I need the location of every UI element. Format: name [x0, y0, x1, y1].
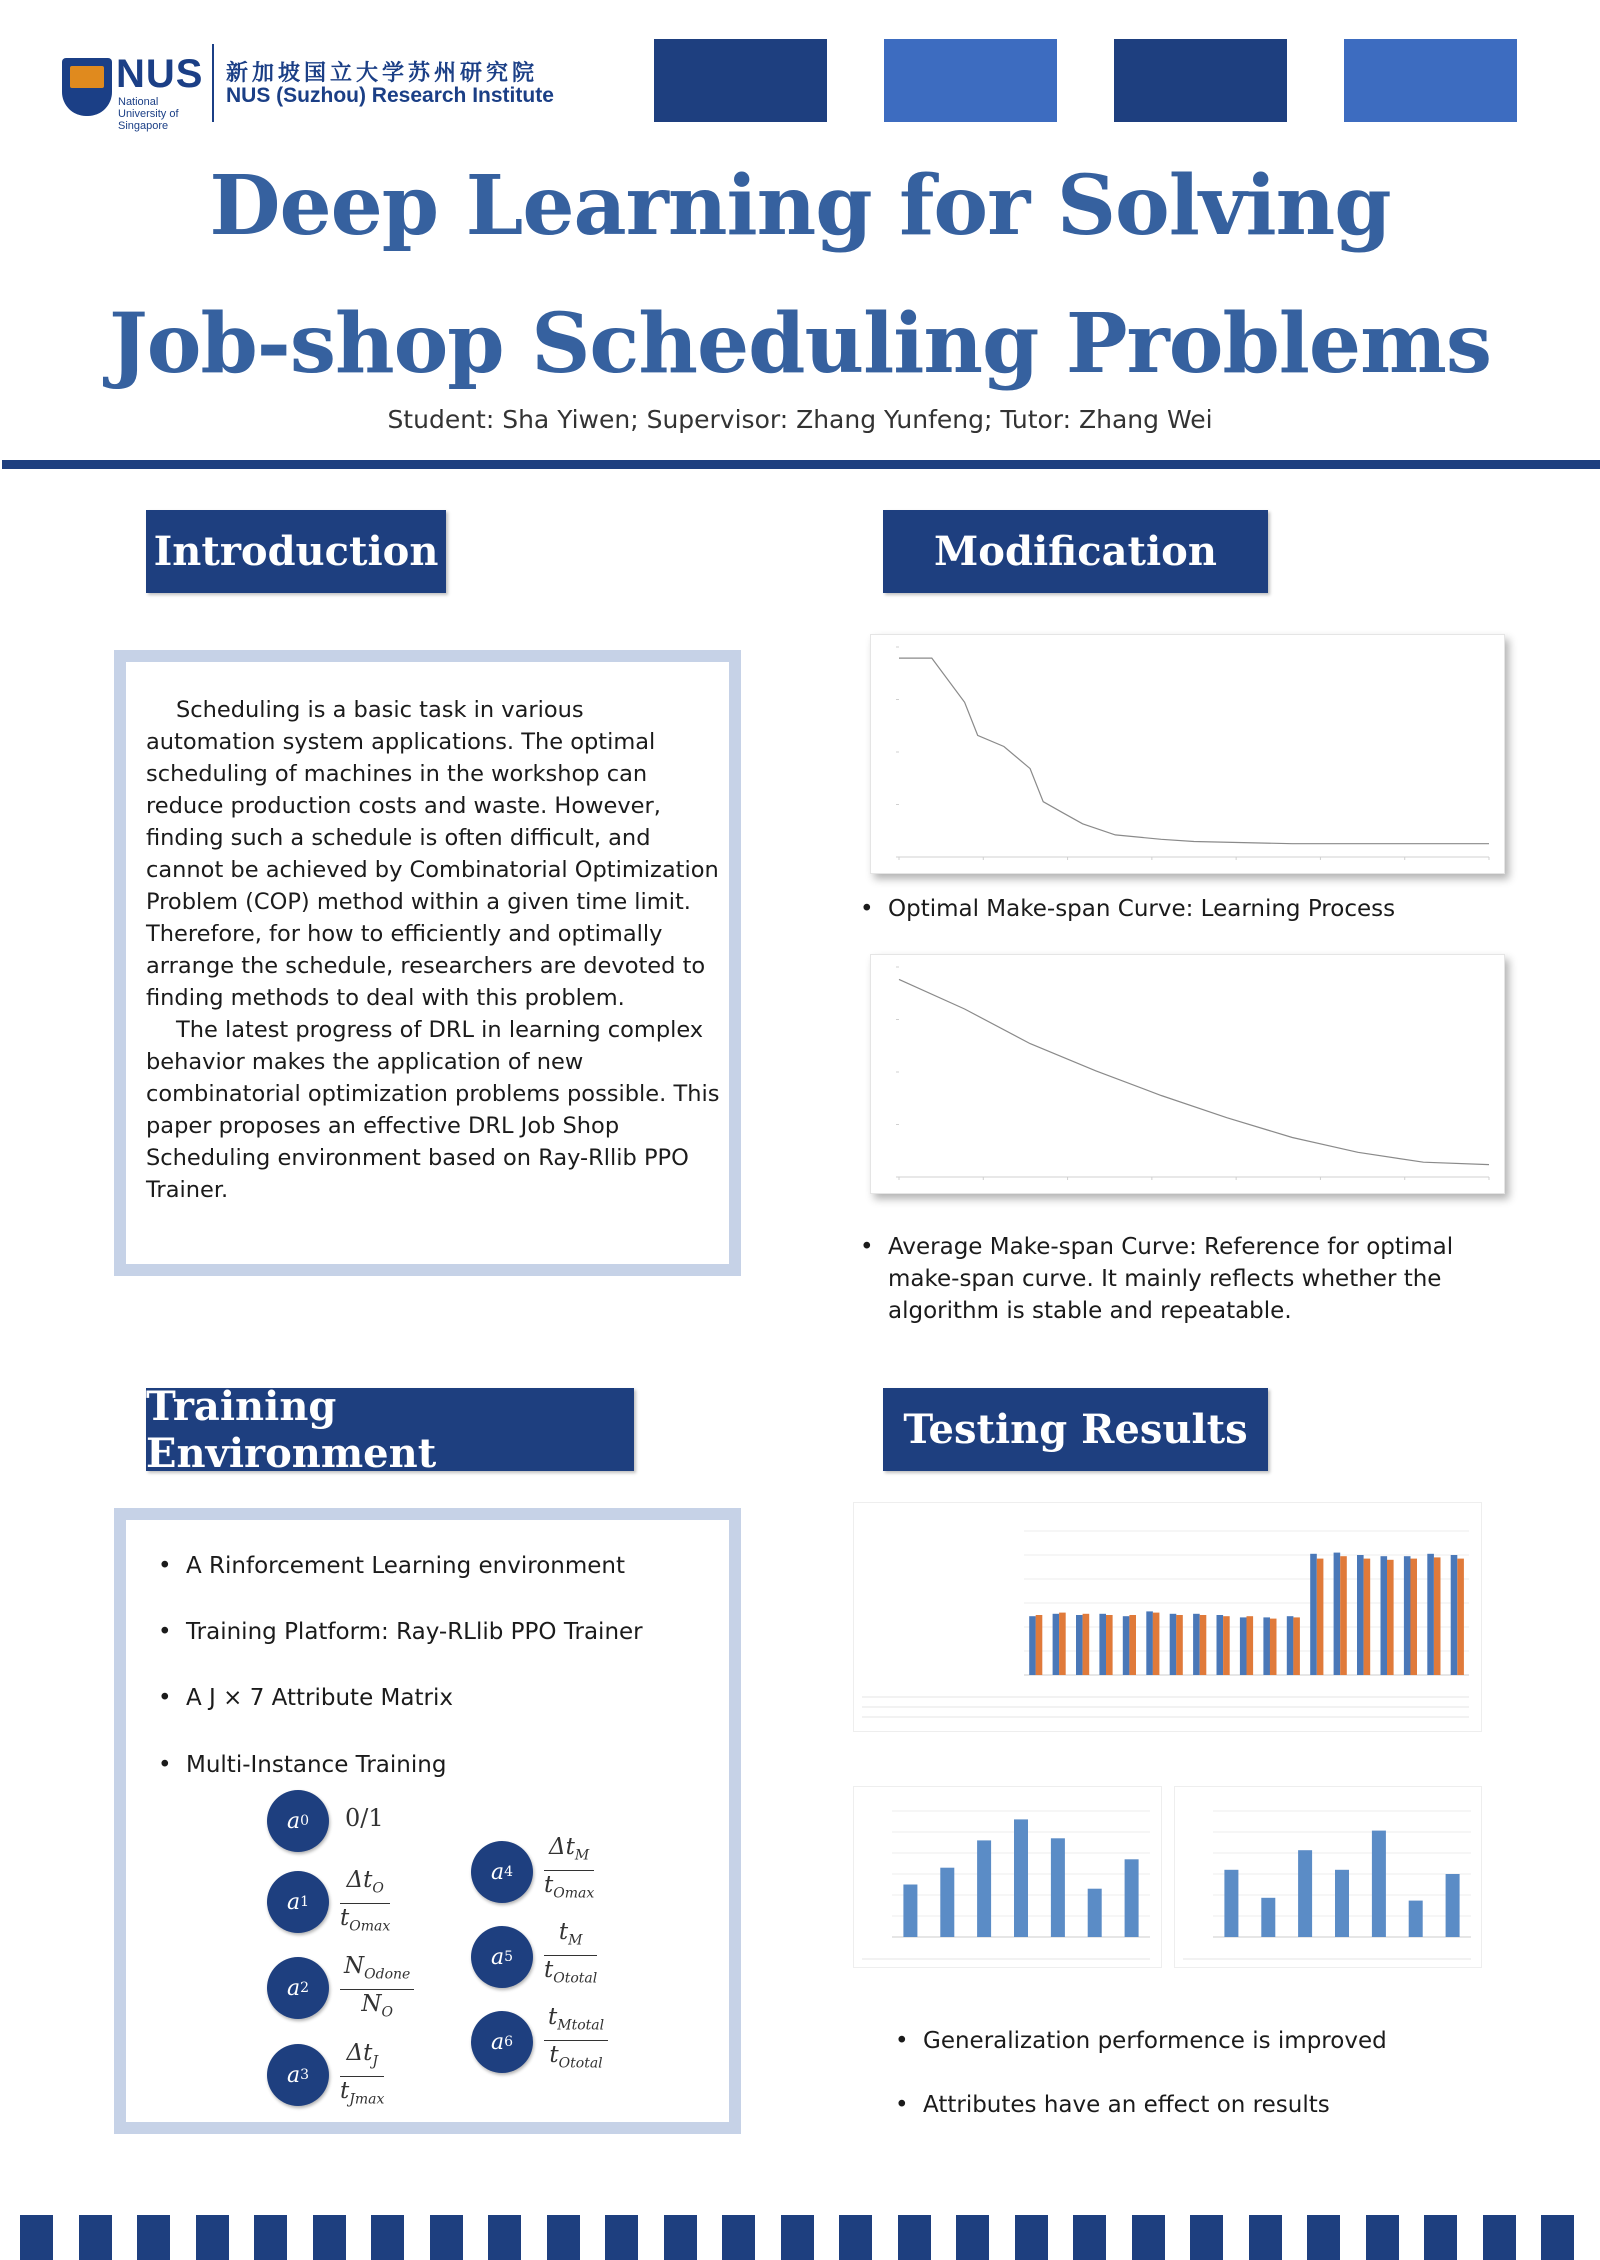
intro-paragraph-1: Scheduling is a basic task in various automation system applications. The optimal scheduling of machines in the workshop can reduce production costs and waste. However, finding such a schedule is often difficult, and cannot be achieved by Combinatorial Optimization Problem (COP) method within a given time limit. Therefore, for how to efficiently and optimally arrange the schedule, researchers are devoted to finding methods to deal with this problem. [146, 697, 719, 1011]
chart-bar [1409, 1901, 1423, 1937]
nus-logo [62, 52, 204, 132]
chart-bar [1106, 1615, 1113, 1675]
caption-average-curve: • Average Make-span Curve: Reference for optimal make-span curve. It mainly reflects whether the algorithm is stable and repeatable. [858, 1231, 1498, 1327]
header-block-1 [654, 39, 827, 122]
chart-bar [1372, 1831, 1386, 1937]
chart-bar [1261, 1898, 1275, 1937]
chart-bar [1029, 1616, 1036, 1675]
training-heading: Training Environment [146, 1388, 634, 1471]
chart-bar [1334, 1553, 1341, 1675]
footer-stripe [254, 2215, 287, 2260]
footer-stripe [488, 2215, 521, 2260]
chart-bar [1446, 1874, 1460, 1937]
testing-bullet-2: • Attributes have an effect on results [893, 2089, 1513, 2121]
nus-crest-icon [62, 58, 112, 116]
optimal-makespan-line [899, 658, 1489, 844]
chart-bar [1263, 1617, 1270, 1675]
chart-bar [1088, 1889, 1102, 1937]
chart-bar [1340, 1556, 1347, 1675]
footer-stripe [547, 2215, 580, 2260]
footer-stripe [79, 2215, 112, 2260]
footer-stripe [1132, 2215, 1165, 2260]
chart-bar [940, 1868, 954, 1937]
footer-stripe [371, 2215, 404, 2260]
poster-credits: Student: Sha Yiwen; Supervisor: Zhang Yunfeng; Tutor: Zhang Wei [387, 405, 1213, 434]
chart-bar [1381, 1556, 1388, 1675]
chart-bar [1357, 1555, 1364, 1675]
footer-stripe [839, 2215, 872, 2260]
chart-bar [1335, 1870, 1349, 1937]
chart-bar [1410, 1559, 1417, 1675]
testing-bullets [893, 2025, 1513, 2121]
footer-stripe [1424, 2215, 1457, 2260]
chart-bar [1364, 1559, 1371, 1675]
average-makespan-chart [870, 954, 1505, 1194]
training-frame [114, 1508, 741, 2134]
average-makespan-svg [871, 955, 1504, 1193]
chart-bar [1014, 1819, 1028, 1937]
chart-bar [1217, 1615, 1224, 1675]
chart-bar [903, 1885, 917, 1938]
institute-name-cn: 新加坡国立大学苏州研究院 [226, 61, 539, 86]
footer-stripe [605, 2215, 638, 2260]
attribute-a4-node: a 4 [471, 1841, 533, 1903]
chart-bar [1059, 1613, 1066, 1675]
logo-text: NUS [116, 52, 204, 96]
chart-bar [1083, 1614, 1090, 1675]
footer-stripe [430, 2215, 463, 2260]
chart-bar [1223, 1616, 1230, 1675]
attribute-a4-formula: $\Delta t_M$ $t_{Omax}$ [544, 1834, 595, 1902]
chart-bar [1434, 1557, 1441, 1675]
attribute-a6-node: a 6 [471, 2011, 533, 2073]
chart-bar [1317, 1559, 1324, 1675]
chart-bar [1451, 1555, 1458, 1675]
chart-bar [1153, 1613, 1160, 1675]
intro-paragraph-2: The latest progress of DRL in learning complex behavior makes the application of new combinatorial optimization problems possible. This paper proposes an effective DRL Job Shop Scheduling environment based on Ray-Rllib PPO Trainer. [146, 1017, 720, 1203]
chart-bar [1298, 1850, 1312, 1937]
chart-bar [1036, 1615, 1043, 1675]
chart-bar [1293, 1617, 1300, 1675]
chart-bar [1310, 1554, 1317, 1675]
chart-bar [1247, 1616, 1254, 1675]
footer-stripe [1073, 2215, 1106, 2260]
attribute-a5-node: a 5 [471, 1926, 533, 1988]
comparison-chart [853, 1502, 1482, 1732]
training-bullet-2: • Training Platform: Ray-RLlib PPO Trainer [156, 1616, 716, 1648]
footer-stripe [313, 2215, 346, 2260]
chart-bar [1387, 1560, 1394, 1675]
training-bullet-4: • Multi-Instance Training [156, 1749, 716, 1781]
institute-name-en: NUS (Suzhou) Research Institute [226, 84, 554, 107]
testing-heading: Testing Results [883, 1388, 1268, 1471]
header-block-4 [1344, 39, 1517, 122]
chart-bar [1176, 1615, 1183, 1675]
average-makespan-line [899, 979, 1489, 1164]
attribute-a1-formula: $\Delta t_O$ $t_{Omax}$ [340, 1867, 391, 1935]
modification-caption-2 [858, 1231, 1498, 1327]
header-block-2 [884, 39, 1057, 122]
chart-bar [1123, 1616, 1130, 1675]
footer-stripe [1190, 2215, 1223, 2260]
attribute-a2-node: a 2 [267, 1957, 329, 2019]
footer-stripe [664, 2215, 697, 2260]
footer-stripe [781, 2215, 814, 2260]
training-bullets [156, 1550, 716, 1781]
chart-bar [1170, 1614, 1177, 1675]
chart-bar [1224, 1870, 1238, 1937]
generalization-chart-right [1174, 1786, 1482, 1968]
chart-bar [1146, 1611, 1153, 1675]
chart-bar [1287, 1616, 1294, 1675]
header-divider [212, 44, 214, 122]
optimal-makespan-svg [871, 635, 1504, 873]
attribute-a3-node: a 3 [267, 2044, 329, 2106]
chart-bar [977, 1840, 991, 1937]
attribute-a2-formula: $N_{Odone}$ $N_O$ [340, 1952, 414, 2026]
poster-title-line1: Deep Learning for Solving [209, 158, 1391, 254]
attribute-a3-formula: $\Delta t_J$ $t_{Jmax}$ [340, 2040, 385, 2108]
attribute-a0-node: a 0 [267, 1790, 329, 1852]
generalization-left-svg [854, 1787, 1161, 1967]
introduction-body [146, 694, 720, 1206]
generalization-right-svg [1175, 1787, 1481, 1967]
generalization-chart-left [853, 1786, 1162, 1968]
footer-stripe [1249, 2215, 1282, 2260]
logo-subtext: National University of Singapore [118, 96, 179, 132]
caption-optimal-curve: • Optimal Make-span Curve: Learning Process [858, 893, 1498, 925]
modification-caption-1 [858, 893, 1498, 925]
attribute-a5-formula: $t_M$ $t_{Ototal}$ [544, 1919, 598, 1987]
chart-bar [1125, 1859, 1139, 1937]
testing-bullet-1: • Generalization performence is improved [893, 2025, 1513, 2057]
chart-bar [1240, 1617, 1247, 1675]
footer-stripe [1366, 2215, 1399, 2260]
comparison-svg [854, 1503, 1481, 1731]
chart-bar [1076, 1615, 1083, 1675]
chart-bar [1051, 1838, 1065, 1937]
chart-bar [1270, 1619, 1277, 1675]
training-bullet-1: • A Rinforcement Learning environment [156, 1550, 716, 1582]
footer-stripe [1483, 2215, 1516, 2260]
footer-stripe [956, 2215, 989, 2260]
attribute-a6-formula: $t_{Mtotal}$ $t_{Ototal}$ [544, 2003, 608, 2077]
chart-bar [1427, 1554, 1434, 1675]
poster-title-line2: Job-shop Scheduling Problems [108, 296, 1492, 392]
introduction-heading: Introduction [146, 510, 446, 593]
chart-bar [1193, 1614, 1200, 1675]
chart-bar [1457, 1559, 1464, 1675]
footer-stripe [1541, 2215, 1574, 2260]
footer-stripe [1015, 2215, 1048, 2260]
chart-bar [1404, 1556, 1411, 1675]
footer-stripe [898, 2215, 931, 2260]
attribute-a0-value: 0/1 [345, 1804, 384, 1832]
chart-bar [1200, 1615, 1207, 1675]
optimal-makespan-chart [870, 634, 1505, 874]
chart-bar [1129, 1615, 1136, 1675]
introduction-frame [114, 650, 741, 1276]
title-rule [2, 460, 1600, 469]
chart-bar [1053, 1614, 1060, 1675]
header-block-3 [1114, 39, 1287, 122]
chart-bar [1099, 1614, 1106, 1675]
footer-stripe [20, 2215, 53, 2260]
training-bullet-3: • A J × 7 Attribute Matrix [156, 1682, 716, 1714]
footer-stripe [722, 2215, 755, 2260]
footer-stripe [137, 2215, 170, 2260]
footer-stripe [196, 2215, 229, 2260]
footer-stripe [1307, 2215, 1340, 2260]
modification-heading: Modification [883, 510, 1268, 593]
attribute-a1-node: a 1 [267, 1871, 329, 1933]
